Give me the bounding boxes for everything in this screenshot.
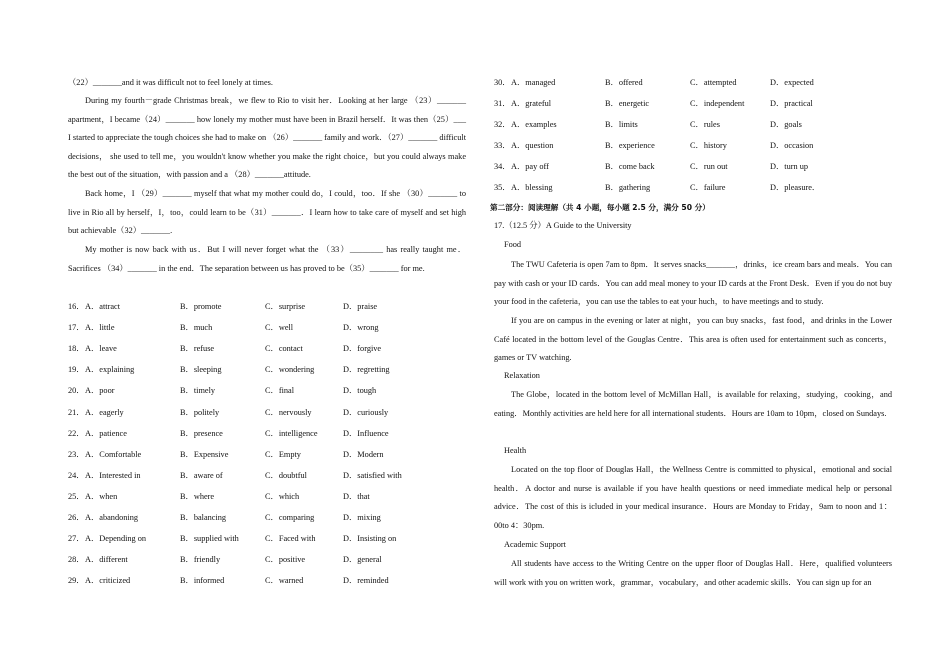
option-d: D．pleasure．	[770, 183, 821, 192]
option-c: C．warned	[265, 576, 304, 586]
option-a: A．managed	[511, 78, 556, 87]
question-row	[68, 574, 466, 588]
question-row	[494, 118, 892, 132]
question-number: 24．	[68, 470, 85, 480]
passage-paragraph: （22）_______and it was difficult not to feel lonely at times.	[68, 78, 273, 87]
option-b: B．timely	[180, 386, 216, 396]
option-a: A．eagerly	[85, 407, 124, 417]
passage-paragraph: The Globe，located in the bottom level of McMillan Hall，is available for relaxing，studying，cooking，and eating．Monthly activities are held here for all international students．Hours are 10am to 10pm，closed on Sundays.	[494, 390, 892, 418]
option-a: A．criticized	[85, 576, 131, 586]
question-row	[68, 532, 466, 546]
option-b: B．much	[180, 323, 213, 333]
option-a: A．blessing	[511, 183, 553, 192]
option-d: D．expected	[770, 78, 814, 87]
option-a: A．Comfortable	[85, 449, 142, 459]
question-row	[68, 553, 466, 567]
question-row	[494, 139, 892, 153]
option-a: A．Interested in	[85, 470, 141, 480]
question-number: 23．	[68, 449, 85, 459]
section-title: 第二部分：阅读理解（共 4 小题，每小题 2.5 分，满分 50 分）	[490, 203, 710, 212]
section-heading-food: Food	[504, 240, 522, 249]
option-b: B．promote	[180, 302, 222, 311]
question-row	[68, 300, 466, 314]
option-a: A．when	[85, 491, 118, 501]
option-b: B．offered	[605, 78, 643, 87]
option-c: C．positive	[265, 555, 306, 565]
option-d: D．that	[343, 491, 370, 501]
option-c: C．wondering	[265, 365, 315, 375]
question-row	[68, 321, 466, 335]
option-c: C．comparing	[265, 513, 315, 522]
option-c: C．run out	[690, 162, 728, 171]
option-a: A．pay off	[511, 162, 549, 171]
option-d: D．regretting	[343, 365, 390, 375]
question-number: 29．	[68, 576, 85, 586]
option-d: D．satisfied with	[343, 470, 402, 480]
option-c: C．Empty	[265, 449, 301, 459]
option-c: C．final	[265, 386, 295, 396]
option-c: C．intelligence	[265, 428, 318, 438]
option-b: B．refuse	[180, 344, 215, 354]
question-row	[68, 469, 466, 483]
option-c: C．history	[690, 141, 727, 150]
question-row	[494, 97, 892, 111]
question-row	[68, 384, 466, 398]
option-d: D．praise	[343, 302, 378, 311]
option-c: C．which	[265, 491, 300, 501]
question-number: 22．	[68, 428, 85, 438]
passage-title: 17.（12.5 分）A Guide to the University	[494, 221, 632, 230]
passage-paragraph: All students have access to the Writing Centre on the upper floor of Douglas Hall．Here，qualified volunteers will work with you on written work，grammar，vocabulary，and other academic skills．You can sign up for an	[494, 559, 892, 587]
option-b: B．supplied with	[180, 534, 239, 544]
question-number: 19．	[68, 365, 85, 375]
option-a: A．different	[85, 555, 128, 565]
passage-paragraph: If you are on campus in the evening or later at night，you can buy snacks，fast food，and drinks in the Lower Café located in the bottom level of the Gouglas Centre．This area is often used for entertainment such as concerts，games or TV watching.	[494, 316, 892, 363]
option-c: C．rules	[690, 120, 720, 129]
option-a: A．little	[85, 323, 115, 333]
option-d: D．practical	[770, 99, 813, 108]
question-row	[494, 76, 892, 90]
question-row	[68, 363, 466, 377]
question-number: 20．	[68, 386, 85, 396]
option-d: D．curiously	[343, 407, 389, 417]
passage-paragraph: The TWU Cafeteria is open 7am to 8pm．It serves snacks_______，drinks，ice cream bars and meals．You can pay with cash or your ID cards．You can add meal money to your ID cards at the Front Desk．Even if you do not buy your food in the cafeteria，you can use the tables to eat your huch，to have meetings and to study.	[494, 260, 892, 307]
option-b: B．energetic	[605, 99, 650, 108]
option-a: A．grateful	[511, 99, 552, 108]
option-a: A．abandoning	[85, 513, 138, 522]
question-number: 18．	[68, 344, 85, 354]
passage-paragraph: My mother is now back with us．But I will never forget what the （33）________ has really taught me．Sacrifices （34）_______ in the end．The separation between us has proved to be（35）_______ for me.	[68, 245, 466, 273]
question-row	[68, 490, 466, 504]
option-d: D．Influence	[343, 428, 389, 438]
question-number: 30．	[494, 78, 511, 87]
question-number: 28．	[68, 555, 85, 565]
question-row	[68, 427, 466, 441]
option-d: D．Modern	[343, 449, 384, 459]
option-a: A．attract	[85, 302, 121, 311]
option-b: B．where	[180, 491, 215, 501]
question-number: 21．	[68, 407, 85, 417]
option-d: D．turn up	[770, 162, 809, 171]
option-c: C．independent	[690, 99, 745, 108]
option-d: D．general	[343, 555, 382, 565]
option-d: D．tough	[343, 386, 377, 396]
passage-paragraph: During my fourth－grade Christmas break，we flew to Rio to visit her．Looking at her large （23）_______ apartment，I became（24）_______ how lonely my mother must have been in Brazil herself．It was then（25）___ I started to appreciate the tough choices she had to make on （26）_______ family and work．（27）_______ difficult decisions， she used to tell me，you wouldn't know whether you make the right choice，but you could always make the best out of the situation，with passion and a （28）_______attitude.	[68, 96, 466, 180]
option-c: C．Faced with	[265, 534, 316, 544]
passage-paragraph: Back home，I （29）_______ myself that what my mother could do，I could，too．If she （30）_______ to live in Rio all by herself，I，too，could learn to be（31）_______．I learn how to take care of myself and set high but achievable（32）_______.	[68, 189, 466, 236]
option-c: C．doubtful	[265, 470, 307, 480]
option-a: A．patience	[85, 428, 127, 438]
option-a: A．examples	[511, 120, 557, 129]
option-c: C．well	[265, 323, 294, 333]
option-b: B．Expensive	[180, 449, 229, 459]
option-b: B．experience	[605, 141, 655, 150]
option-a: A．poor	[85, 386, 115, 396]
option-b: B．friendly	[180, 555, 221, 565]
option-d: D．Insisting on	[343, 534, 397, 544]
question-row	[68, 511, 466, 525]
passage-paragraph: Located on the top floor of Douglas Hall，the Wellness Centre is committed to physical，emotional and social health．A doctor and nurse is available if you have health questions or need immediate medical help or personal advice．The cost of this is icluded in your medical insurance．Hours are Monday to Friday，9am to noon and 1：00to 4：30pm.	[494, 465, 892, 530]
option-d: D．goals	[770, 120, 802, 129]
option-c: C．failure	[690, 183, 726, 192]
option-b: B．politely	[180, 407, 220, 417]
option-d: D．forgive	[343, 344, 382, 354]
section-heading-academic-support: Academic Support	[504, 540, 566, 549]
option-a: A．explaining	[85, 365, 135, 375]
option-c: C．nervously	[265, 407, 312, 417]
question-row	[494, 160, 892, 174]
option-b: B．balancing	[180, 513, 227, 522]
question-number: 31．	[494, 99, 511, 108]
option-d: D．occasion	[770, 141, 814, 150]
question-row	[68, 342, 466, 356]
question-number: 16．	[68, 302, 85, 311]
option-b: B．limits	[605, 120, 638, 129]
question-number: 34．	[494, 162, 511, 171]
section-heading-health: Health	[504, 446, 527, 455]
question-row	[68, 406, 466, 420]
option-b: B．aware of	[180, 470, 223, 480]
option-a: A．leave	[85, 344, 117, 354]
option-a: A．Depending on	[85, 534, 147, 544]
question-row	[68, 448, 466, 462]
option-b: B．gathering	[605, 183, 651, 192]
option-b: B．informed	[180, 576, 225, 586]
option-d: D．wrong	[343, 323, 379, 333]
option-d: D．mixing	[343, 513, 381, 522]
question-row	[494, 181, 892, 195]
option-c: C．attempted	[690, 78, 737, 87]
option-b: B．sleeping	[180, 365, 222, 375]
option-b: B．come back	[605, 162, 655, 171]
question-number: 35．	[494, 183, 511, 192]
question-number: 25．	[68, 491, 85, 501]
option-b: B．presence	[180, 428, 223, 438]
question-number: 32．	[494, 120, 511, 129]
option-c: C．surprise	[265, 302, 306, 311]
question-number: 33．	[494, 141, 511, 150]
question-number: 17．	[68, 323, 85, 333]
question-number: 27．	[68, 534, 85, 544]
option-c: C．contact	[265, 344, 303, 354]
option-d: D．reminded	[343, 576, 389, 586]
section-heading-relaxation: Relaxation	[504, 371, 540, 380]
option-a: A．question	[511, 141, 554, 150]
question-number: 26．	[68, 513, 85, 522]
